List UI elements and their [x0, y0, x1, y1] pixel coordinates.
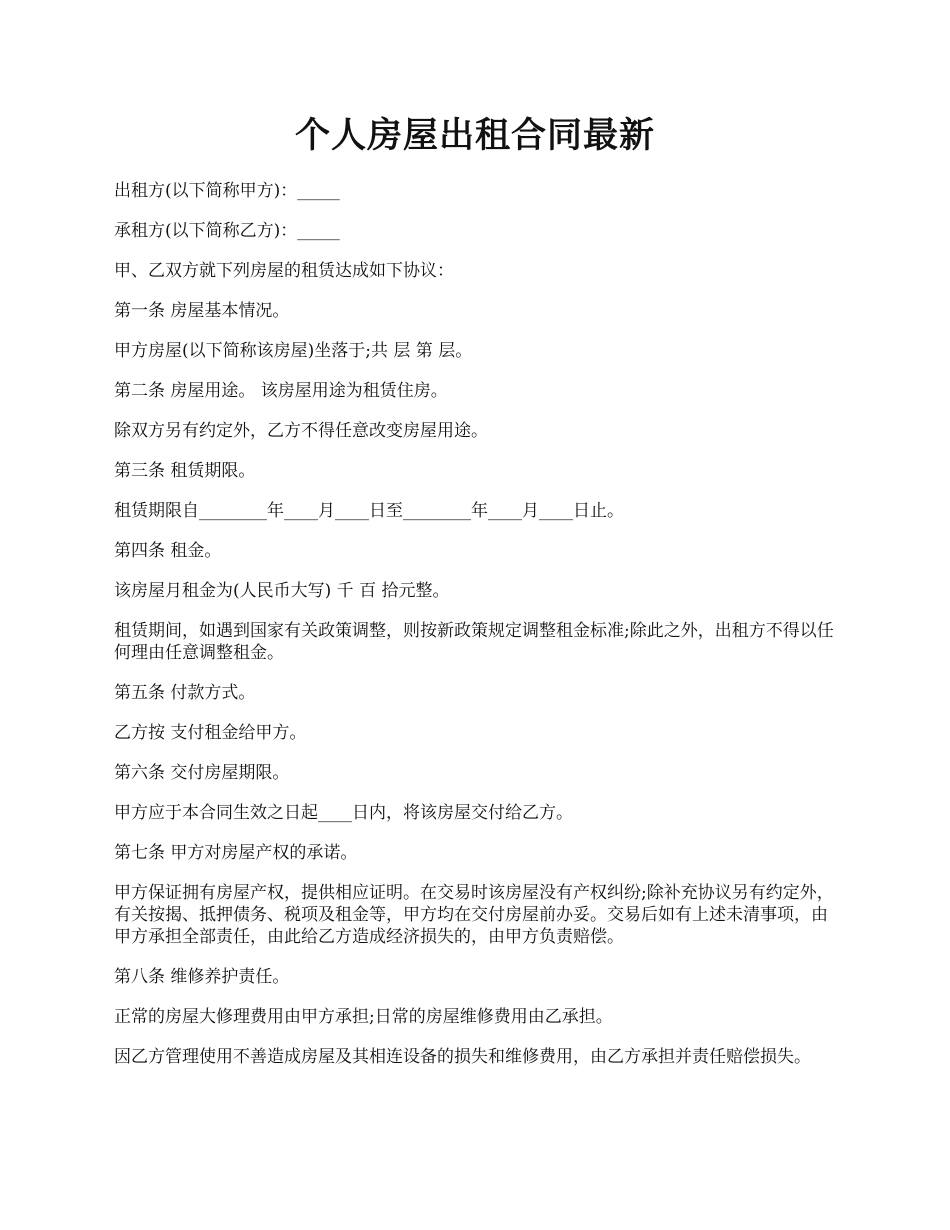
- article-8-text-2: 因乙方管理使用不善造成房屋及其相连设备的损失和维修费用，由乙方承担并责任赔偿损失。: [114, 1047, 811, 1067]
- article-8-heading: 第八条 维修养护责任。: [114, 967, 290, 987]
- article-4-heading: 第四条 租金。: [114, 541, 222, 561]
- article-1-heading: 第一条 房屋基本情况。: [114, 301, 290, 321]
- article-7-heading: 第七条 甲方对房屋产权的承诺。: [114, 843, 358, 863]
- article-3-text: 租赁期限自________年____月____日至________年____月____日止。: [114, 501, 624, 521]
- article-2-heading: 第二条 房屋用途。 该房屋用途为租赁住房。: [114, 381, 448, 401]
- document-title: 个人房屋出租合同最新: [294, 115, 655, 156]
- article-4-text-1: 该房屋月租金为(人民币大写) 千 百 拾元整。: [114, 581, 450, 601]
- article-4-text-2: 租赁期间，如遇到国家有关政策调整，则按新政策规定调整租金标准;除此之外，出租方不得以任何理由任意调整租金。: [114, 621, 834, 663]
- party-a-line: 出租方(以下简称甲方)：_____: [114, 181, 340, 201]
- document-body: [114, 180, 840, 1086]
- article-3-heading: 第三条 租赁期限。: [114, 461, 256, 481]
- article-1-text: 甲方房屋(以下简称该房屋)坐落于;共 层 第 层。: [114, 341, 473, 361]
- article-6-text: 甲方应于本合同生效之日起____日内，将该房屋交付给乙方。: [114, 803, 573, 823]
- article-7-text: 甲方保证拥有房屋产权，提供相应证明。在交易时该房屋没有产权纠纷;除补充协议另有约定外，有关按揭、抵押债务、税项及租金等，甲方均在交付房屋前办妥。交易后如有上述未清事项，由甲方承担全部责任，由此给乙方造成经济损失的，由甲方负责赔偿。: [114, 883, 834, 947]
- party-b-line: 承租方(以下简称乙方)：_____: [114, 221, 340, 241]
- article-2-text: 除双方另有约定外，乙方不得任意改变房屋用途。: [114, 421, 488, 441]
- agreement-intro: 甲、乙双方就下列房屋的租赁达成如下协议：: [114, 261, 454, 281]
- article-8-text-1: 正常的房屋大修理费用由甲方承担;日常的房屋维修费用由乙承担。: [114, 1007, 613, 1027]
- article-5-heading: 第五条 付款方式。: [114, 683, 256, 703]
- article-5-text: 乙方按 支付租金给甲方。: [114, 723, 307, 743]
- article-6-heading: 第六条 交付房屋期限。: [114, 763, 290, 783]
